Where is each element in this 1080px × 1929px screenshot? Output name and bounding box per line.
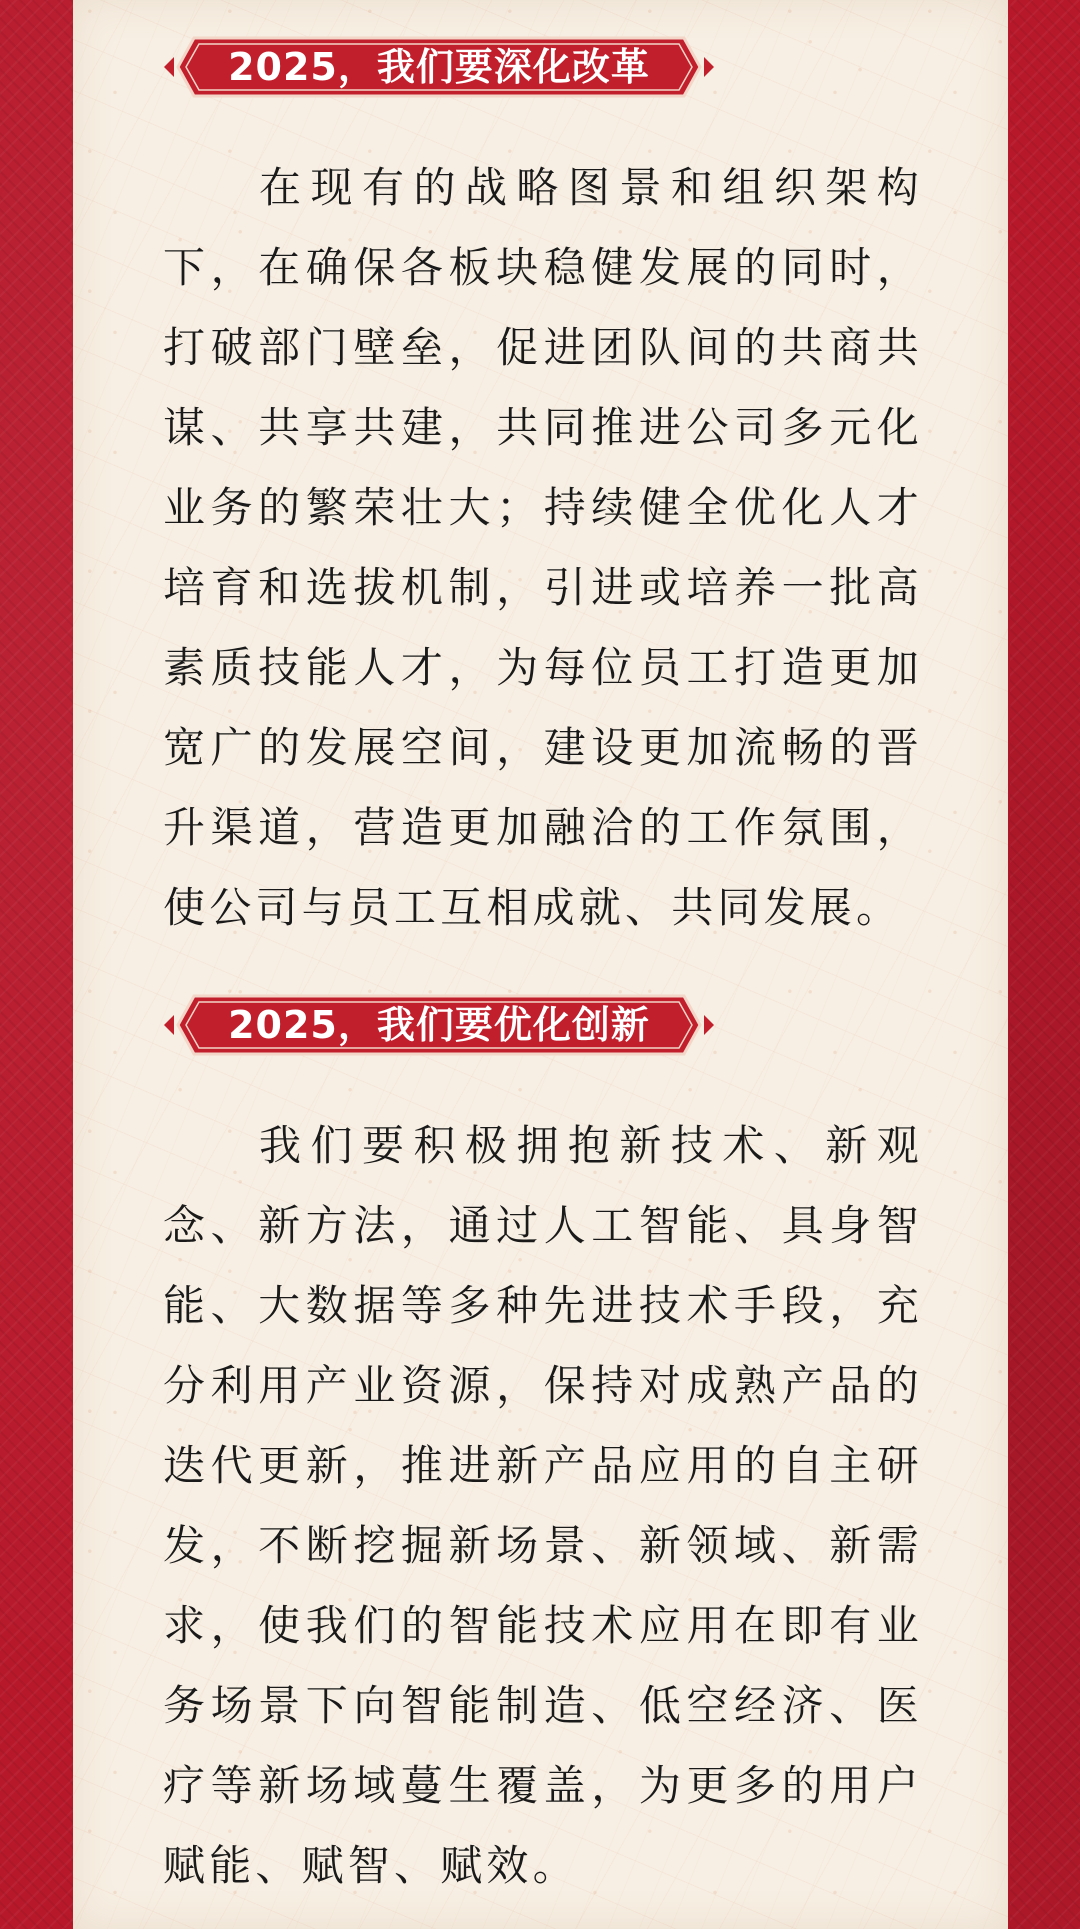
right-red-border bbox=[1010, 0, 1080, 1929]
section-paragraph: 在现有的战略图景和组织架构下，在确保各板块稳健发展的同时，打破部门壁垒，促进团队间的共商共谋、共享共建，共同推进公司多元化业务的繁荣壮大；持续健全优化人才培育和选拔机制，引进或培养一批高素质技能人才，为每位员工打造更加宽广的发展空间，建设更加流畅的晋升渠道，营造更加融洽的工作氛围，使公司与员工互相成就、共同发展。 bbox=[163, 163, 923, 932]
section-heading: 2025，我们要优化创新 bbox=[228, 1003, 650, 1047]
section-paragraph: 我们要积极拥抱新技术、新观念、新方法，通过人工智能、具身智能、大数据等多种先进技术手段，充分利用产业资源，保持对成熟产品的迭代更新，推进新产品应用的自主研发，不断挖掘新场景、新领域、新需求，使我们的智能技术应用在即有业务场景下向智能制造、低空经济、医疗等新场域蔓生覆盖，为更多的用户赋能、赋智、赋效。 bbox=[163, 1121, 923, 1890]
section-heading: 2025，我们要深化改革 bbox=[228, 45, 650, 89]
section-heading-banner bbox=[160, 986, 718, 1064]
section-heading-banner bbox=[160, 28, 718, 106]
left-red-border bbox=[0, 0, 80, 1929]
